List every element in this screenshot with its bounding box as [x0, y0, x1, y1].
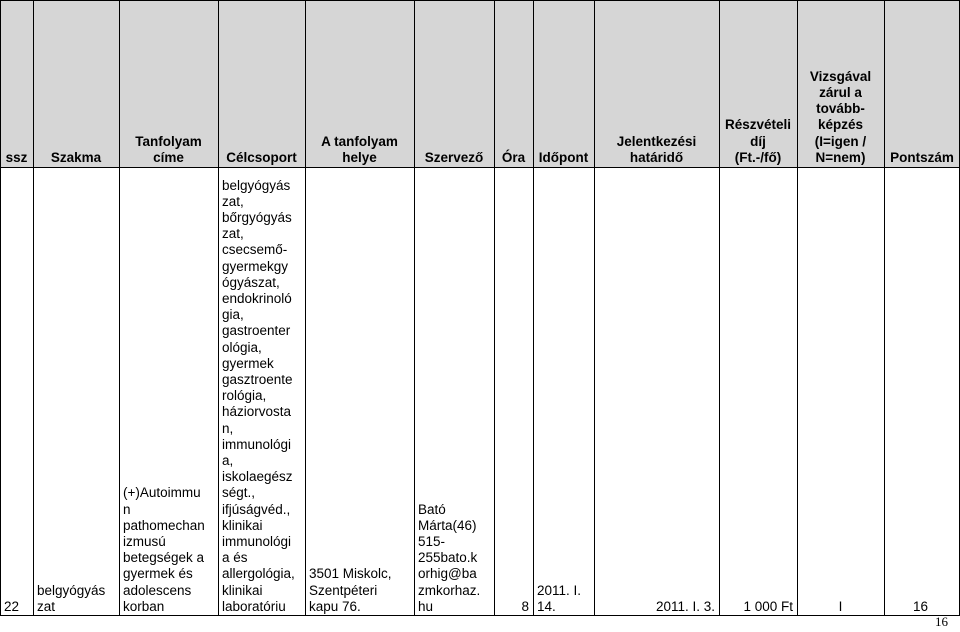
cell-reszveteli: 1 000 Ft — [743, 598, 793, 614]
header-tanfolyam-cime: Tanfolyam címe — [135, 133, 202, 165]
cell-ssz: 22 — [4, 598, 20, 614]
cell-celcsoport: belgyógyás zat, bőrgyógyás zat, csecsemő- gyermekgy ógyászat, endokrinoló gia, gastroenter ológia, gyermek gasztroente rológia, háziorvosta n, immunológi a, iskolaegész ségt., ifjúságvéd., klinikai immunológi a és allergológia, klinikai laboratóriu — [222, 177, 295, 614]
header-helye: A tanfolyam helye — [321, 133, 398, 165]
cell-vizsga: I — [838, 598, 843, 614]
header-celcsoport: Célcsoport — [226, 149, 297, 165]
row-divider — [0, 615, 960, 616]
header-szakma: Szakma — [50, 149, 102, 165]
header-ssz: ssz — [5, 149, 28, 165]
header-ora: Óra — [501, 149, 526, 165]
cell-ora: 8 — [521, 598, 529, 614]
cell-szakma: belgyógyás zat — [37, 582, 106, 614]
cell-jelentkezesi: 2011. I. 3. — [655, 598, 715, 614]
header-szervezo: Szervező — [424, 149, 484, 165]
header-vizsga: Vizsgával zárul a tovább- képzés (I=igen / N=nem) — [809, 68, 872, 165]
header-pontszam: Pontszám — [890, 149, 954, 165]
page-number: 16 — [935, 614, 948, 629]
header-reszveteli: Részvételi díj (Ft.-/fő) — [724, 117, 792, 165]
header-idopont: Időpont — [538, 149, 589, 165]
cell-szervezo: Bató Márta(46) 515- 255bato.k orhig@ba zmkorhaz. hu — [418, 501, 481, 614]
cell-pontszam: 16 — [912, 598, 928, 614]
header-jelentkezesi: Jelentkezési határidő — [616, 133, 697, 165]
cell-helye: 3501 Miskolc, Szentpéteri kapu 76. — [309, 566, 392, 614]
cell-idopont: 2011. I. 14. — [537, 582, 582, 614]
cell-tanfolyam-cime: (+)Autoimmu n pathomechan izmusú betegségek a gyermek és adolescens korban — [123, 485, 205, 614]
